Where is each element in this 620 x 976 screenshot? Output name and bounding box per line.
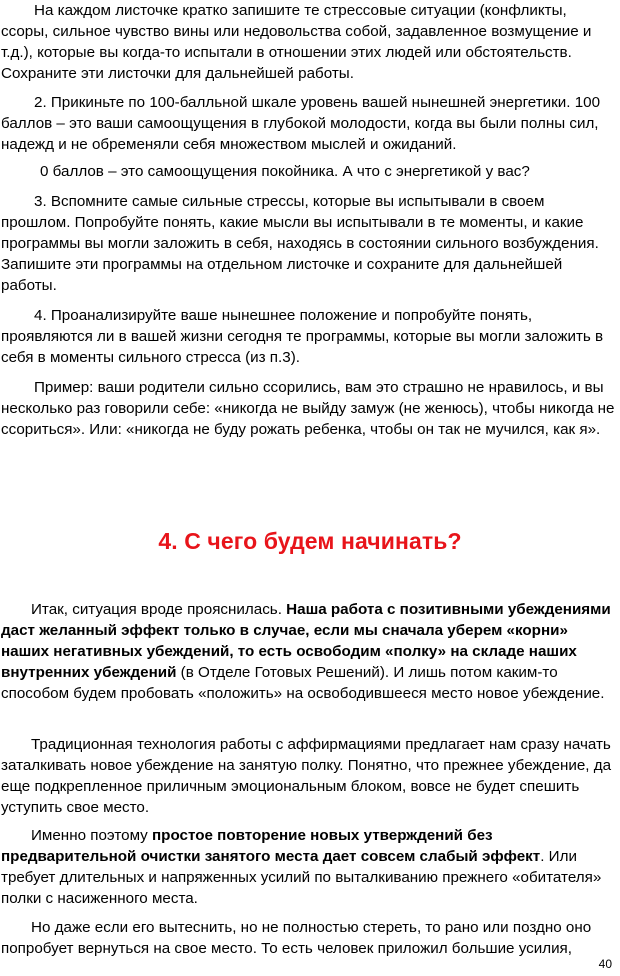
paragraph-example: Пример: ваши родители сильно ссорились, вам это страшно не нравилось, и вы несколько раз говорили себе: «никогда не выйду замуж (не женюсь), чтобы никогда не ссориться». Или: «никогда не буду рожать ребенка, чтобы он так не мучился, как я». xyxy=(1,379,615,438)
page-number: 40 xyxy=(598,957,612,971)
text-run: . Или требует длительных и напряженных усилий по выталкиванию прежнего «обитателя» полки с насиженного места. xyxy=(1,848,602,907)
text-run: (в Отделе Готовых Решений). И лишь потом каким-то способом будем пробовать «положить» на освободившееся место новое убеждение. xyxy=(1,664,605,702)
paragraph-stress-notes: На каждом листочке кратко запишите те стрессовые ситуации (конфликты, ссоры, сильное чувство вины или недовольства собой, задавленное возмущение и т.д.), которые вы когда-то испытали в отношении этих людей или обстоятельств. Сохраните эти листочки для дальнейшей работы. xyxy=(1,2,592,82)
section-heading: 4. С чего будем начинать? xyxy=(158,528,462,554)
paragraph-affirmations-technology: Традиционная технология работы с аффирмациями предлагает нам сразу начать заталкивать новое убеждение на занятую полку. Понятно, что прежнее убеждение, да еще подкрепленное приличным эмоциональным блоком, вовсе не будет спешить уступить свое место. xyxy=(1,736,612,816)
paragraph-simple-repetition xyxy=(1,825,617,909)
text-run: Именно поэтому xyxy=(31,827,152,844)
paragraph-displacement: Но даже если его вытеснить, но не полностью стереть, то рано или поздно оно попробует вернуться на свое место. То есть человек приложил большие усилия, xyxy=(1,919,592,957)
bold-text-run: простое повторение новых утверждений без предварительной очистки занятого места дает совсем слабый эффект xyxy=(1,827,541,865)
bold-text-run: Наша работа с позитивными убеждениями даст желанный эффект только в случае, если мы сначала уберем «корни» наших негативных убеждений, то есть освободим «полку» на складе наших внутренних убеждений xyxy=(1,601,611,681)
paragraph-zero-points: 0 баллов – это самоощущения покойника. А что с энергетикой у вас? xyxy=(40,163,530,180)
paragraph-analyze-situation: 4. Проанализируйте ваше нынешнее положение и попробуйте понять, проявляются ли в вашей жизни сегодня те программы, которые вы могли заложить в себя в моменты сильного стресса (из п.3). xyxy=(1,307,604,366)
paragraph-energy-scale: 2. Прикиньте по 100-балльной шкале уровень вашей нынешней энергетики. 100 баллов – это ваши самоощущения в глубокой молодости, когда вы были полны сил, надежд и не обременяли себя множеством мыслей и ожиданий. xyxy=(1,94,601,153)
paragraph-strong-stresses: 3. Вспомните самые сильные стрессы, которые вы испытывали в своем прошлом. Попробуйте понять, какие мысли вы испытывали в те моменты, и какие программы вы могли заложить в себя, находясь в состоянии сильного возбуждения. Запишите эти программы на отдельном листочке и сохраните для дальнейшей работы. xyxy=(1,193,599,294)
text-run: Итак, ситуация вроде прояснилась. xyxy=(31,601,287,618)
paragraph-situation-clarified xyxy=(1,599,617,704)
